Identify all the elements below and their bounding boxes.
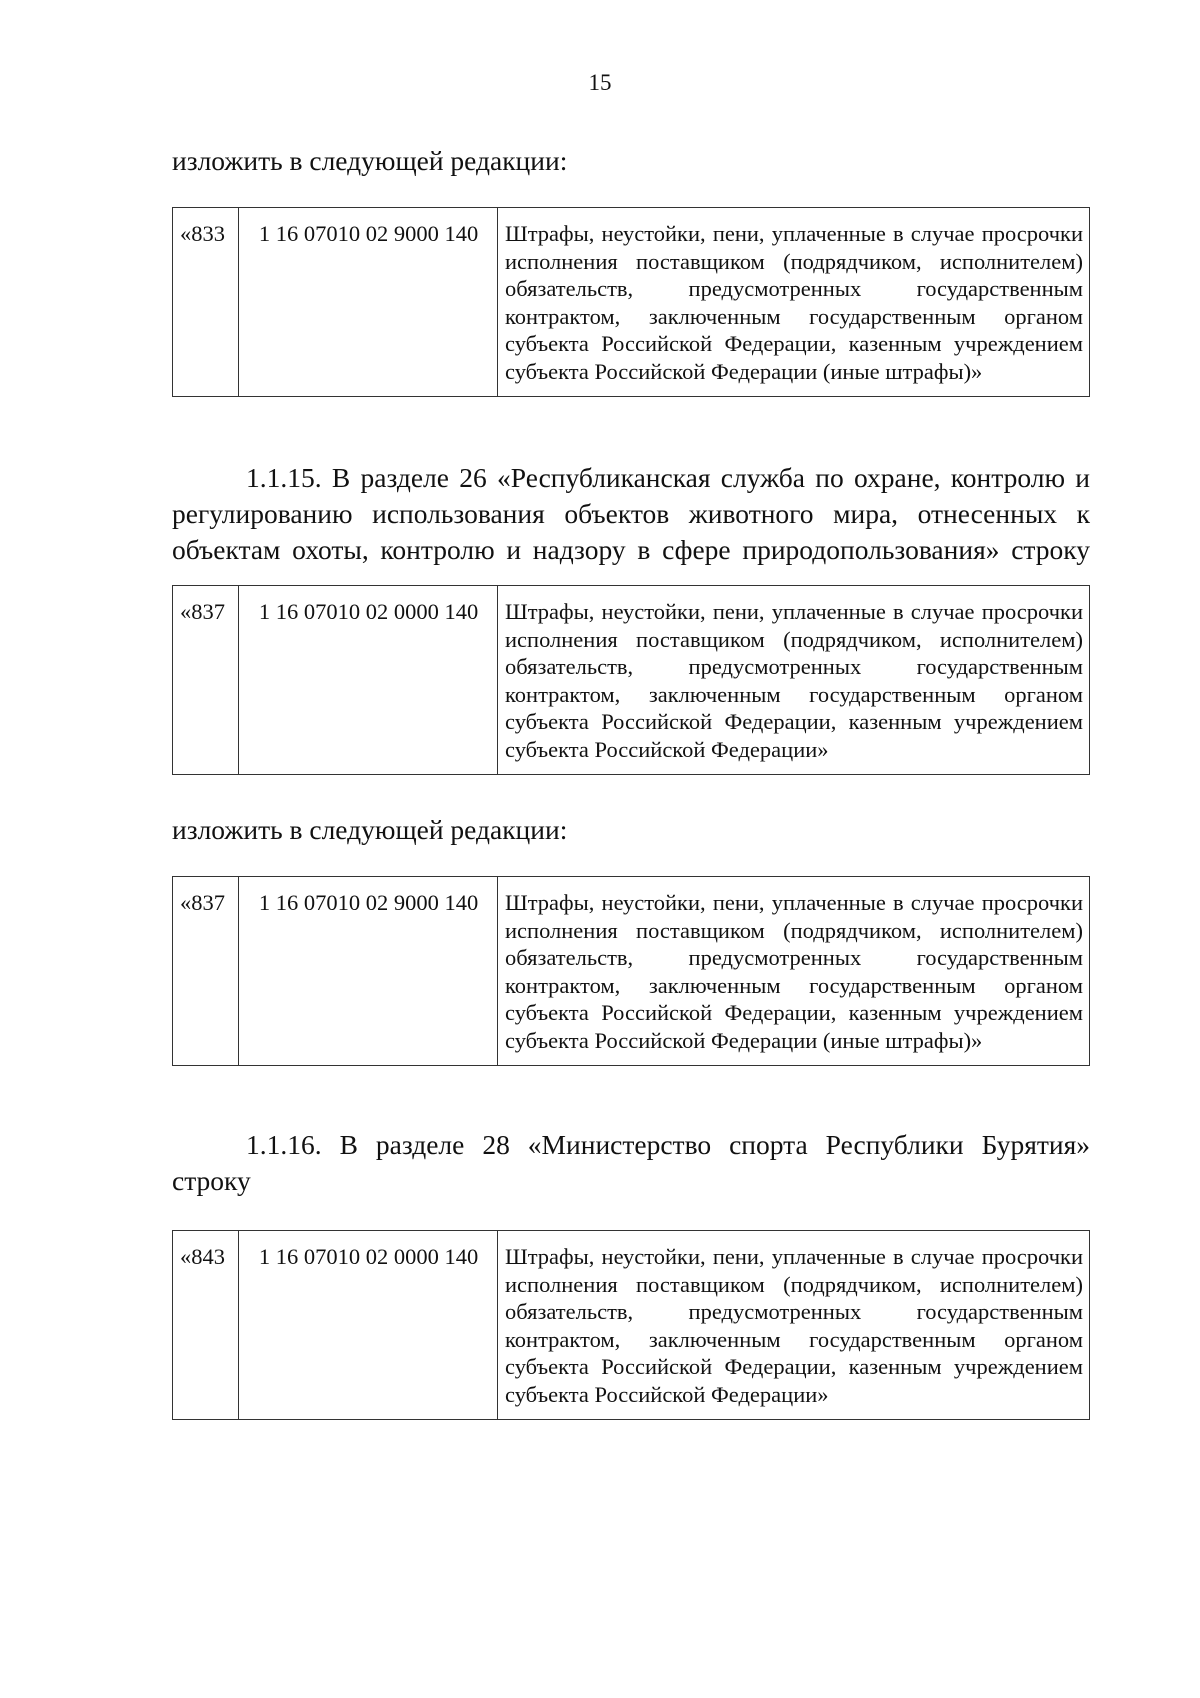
table-row [173, 208, 1090, 397]
paragraph-edit-intro-1: изложить в следующей редакции: [172, 145, 568, 176]
paragraph-edit-intro-2: изложить в следующей редакции: [172, 814, 568, 845]
budget-row-table-4 [172, 1230, 1090, 1420]
paragraph-section-26: 1.1.15. В разделе 26 «Республиканская служба по охране, контролю и регулированию использования объектов животного мира, отнесенных к объектам охоты, контролю и надзору в сфере природопользования» строку [172, 462, 1090, 565]
admin-code-cell: «837 [173, 877, 239, 1066]
description-cell: Штрафы, неустойки, пени, уплаченные в случае просрочки исполнения поставщиком (подрядчиком, исполнителем) обязательств, предусмотренных государственным контрактом, заключенным государственным органом субъекта Российской Федерации, казенным учреждением субъекта Российской Федерации (иные штрафы)» [498, 208, 1090, 397]
description-cell: Штрафы, неустойки, пени, уплаченные в случае просрочки исполнения поставщиком (подрядчиком, исполнителем) обязательств, предусмотренных государственным контрактом, заключенным государственным органом субъекта Российской Федерации, казенным учреждением субъекта Российской Федерации» [498, 586, 1090, 775]
paragraph-section-28: 1.1.16. В разделе 28 «Министерство спорта Республики Бурятия» строку [172, 1129, 1090, 1196]
budget-row-table-3 [172, 876, 1090, 1066]
kbk-code-cell: 1 16 07010 02 9000 140 [239, 208, 498, 397]
budget-row-table-1 [172, 207, 1090, 397]
description-cell: Штрафы, неустойки, пени, уплаченные в случае просрочки исполнения поставщиком (подрядчиком, исполнителем) обязательств, предусмотренных государственным контрактом, заключенным государственным органом субъекта Российской Федерации, казенным учреждением субъекта Российской Федерации (иные штрафы)» [498, 877, 1090, 1066]
admin-code-cell: «843 [173, 1231, 239, 1420]
budget-row-table-2 [172, 585, 1090, 775]
table-row [173, 877, 1090, 1066]
page-number: 15 [588, 70, 612, 95]
kbk-code-cell: 1 16 07010 02 9000 140 [239, 877, 498, 1066]
table-row [173, 586, 1090, 775]
admin-code-cell: «833 [173, 208, 239, 397]
table-row [173, 1231, 1090, 1420]
kbk-code-cell: 1 16 07010 02 0000 140 [239, 586, 498, 775]
admin-code-cell: «837 [173, 586, 239, 775]
description-cell: Штрафы, неустойки, пени, уплаченные в случае просрочки исполнения поставщиком (подрядчиком, исполнителем) обязательств, предусмотренных государственным контрактом, заключенным государственным органом субъекта Российской Федерации, казенным учреждением субъекта Российской Федерации» [498, 1231, 1090, 1420]
kbk-code-cell: 1 16 07010 02 0000 140 [239, 1231, 498, 1420]
